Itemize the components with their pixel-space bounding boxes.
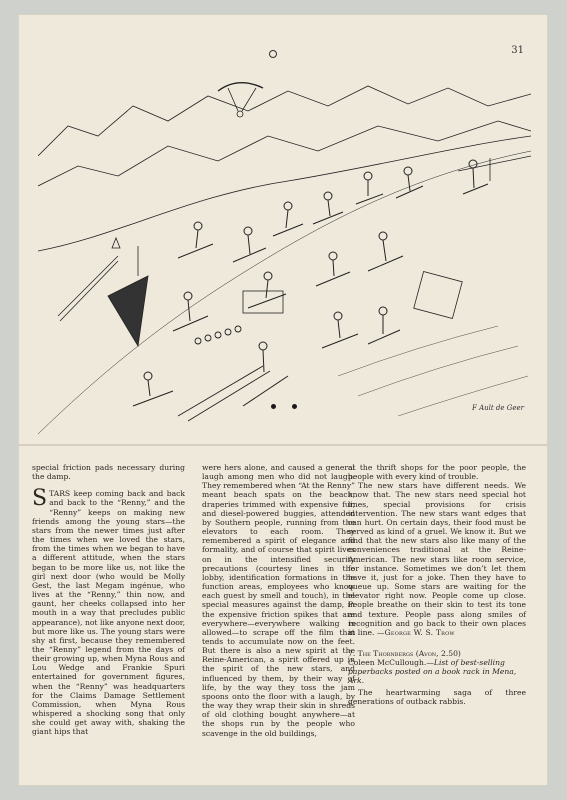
column-2-paragraph: were hers alone, and caused a general laugh among men who did not laugh. They remembered when “At the Renny” meant beach spats on the beach, draperies trimmed with expensive fur, and diesel-powered buggies, attended by Southern people, running from the elevators to each room. They remembered a spirit of elegance and formality, and of course that spirit lives on in the intensified security precautions (courtesy lines in the lobby, identification formations in the function areas, employees who know each guest by smell and touch), in the special measures against the damp, in the expensive friction spikes that are everywhere—everywhere walking is allowed—to scrape off the film that tends to accumulate now on the feet. But there is also a new spirit at the Reine-American, a spirit offered up in the spirit of the new stars, and influenced by them, by their way of life, by the way they toss the jam spoons onto the floor with a laugh, by the way they wrap their skin in shreds of old clothing bought anywhere—at the shops run by the people who scavenge in the old buildings, [202,463,355,738]
column-3-paragraph-1: at the thrift shops for the poor people, the people with every kind of trouble. [348,463,526,482]
article-column-2 [202,463,355,738]
article-column-3 [348,463,526,706]
bestseller-entry [348,649,526,686]
column-3-paragraph-2-text: The new stars have different needs. We know that. The new stars need special hot lines, special provisions for crisis intervention. The new stars want edges that can hurt. On certain days, their food must be served as kind of a gruel. We know it. But we find that the new stars also like many of the conveniences traditional at the Reine-American. The new stars like room service, for instance. Sometimes we don’t let them have it, just for a joke. Then they have to queue up. Some stars are waiting for the elevator right now. People come up close. People breathe on their skin to test its tone and texture. People pass along smiles of recognition and go back to their own places in line. [348,481,526,637]
entry-author: Coleen McCullough. [348,658,427,668]
page-fold-line [18,444,548,446]
entry-title: 7. The Thornbergs (Avon, 2.50) [348,648,461,658]
ski-slope-cartoon-illustration [38,76,531,434]
entry-caption: —List of best-selling paperbacks posted on a book rack in Mena, Ark. [348,658,517,686]
entry-description: The heartwarming saga of three generations of outback rabbis. [348,687,526,706]
column-3-paragraph-2 [348,481,526,637]
magazine-page [18,14,548,786]
drop-cap: S [32,486,48,512]
opening-paragraph-text: TARS keep coming back and back and back to the “Renny,” and the “Renny” keeps on making new friends among the young stars—the stars from the newer times just after the times when we loved the stars, from the times when we began to have a different attitude, when the stars began to be more like us, not like the girl next door (who would be Molly Gest, the last Megam ingénue, who lives at the “Renny,” thin now, and gaunt, her cheeks collapsed into her mouth in a way that precludes public appearance), not like anyone next door, but more like us. The young stars were shy at first, because they remembered the “Renny” legend from the days of their growing up, when Myna Rous and Lou Wedge and Frankie Spuri entertained for government figures, when the “Renny” was headquarters for the Claims Damage Settlement Commission, when Myna Rous whispered a shocking song that only she could get away with, shaking the giant hips that [32,489,185,737]
illustration-signature: F Ault de Geer [472,404,524,412]
article-column-1 [32,463,185,737]
article-author: —George W. S. Trow [376,627,455,637]
punch-hole-top [269,50,277,58]
lead-in-text: special friction pads necessary during the damp. [32,463,185,482]
page-number: 31 [511,45,524,56]
opening-paragraph [32,486,185,737]
